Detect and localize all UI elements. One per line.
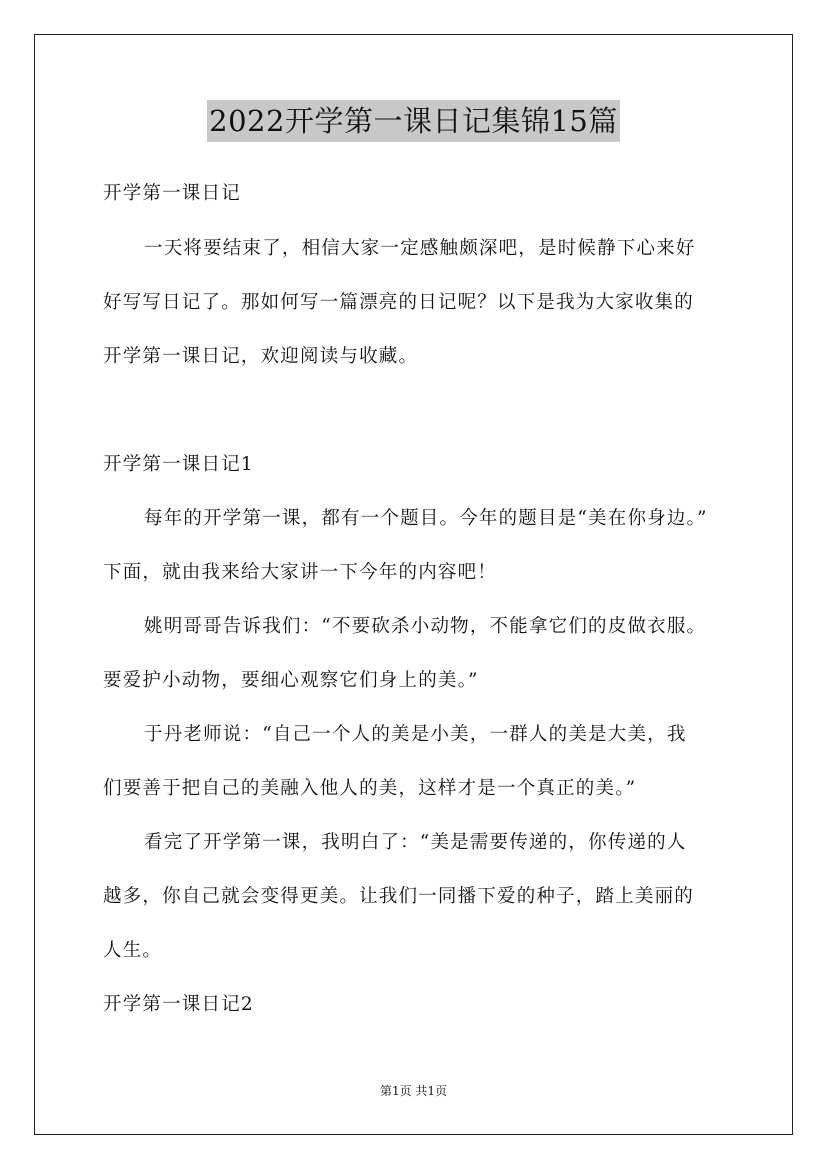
paragraph-line: 看完了开学第一课，我明白了：“美是需要传递的，你传递的人 (144, 832, 687, 853)
paragraph-line: 开学第一课日记，欢迎阅读与收藏。 (103, 346, 419, 367)
paragraph-line: 一天将要结束了，相信大家一定感触颇深吧，是时候静下心来好 (144, 238, 696, 259)
paragraph-line: 人生。 (103, 940, 163, 961)
paragraph-line: 下面，就由我来给大家讲一下今年的内容吧！ (103, 562, 498, 583)
section-heading: 开学第一课日记2 (103, 994, 254, 1015)
title-container (0, 100, 827, 142)
section-heading: 开学第一课日记 (103, 183, 241, 204)
paragraph-line: 越多，你自己就会变得更美。让我们一同播下爱的种子，踏上美丽的 (103, 886, 695, 907)
section-heading: 开学第一课日记1 (103, 454, 254, 475)
paragraph-line: 们要善于把自己的美融入他人的美，这样才是一个真正的美。” (103, 778, 637, 799)
paragraph-line: 姚明哥哥告诉我们：“不要砍杀小动物，不能拿它们的皮做衣服。 (144, 616, 707, 637)
paragraph-line: 于丹老师说：“自己一个人的美是小美，一群人的美是大美，我 (144, 724, 687, 745)
document-title: 2022开学第一课日记集锦15篇 (207, 100, 620, 142)
paragraph-line: 要爱护小动物，要细心观察它们身上的美。” (103, 670, 479, 691)
paragraph-line: 好写写日记了。那如何写一篇漂亮的日记呢？以下是我为大家收集的 (103, 292, 695, 313)
paragraph-line: 每年的开学第一课，都有一个题目。今年的题目是“美在你身边。” (144, 508, 708, 529)
page-footer: 第1页 共1页 (379, 1084, 448, 1098)
